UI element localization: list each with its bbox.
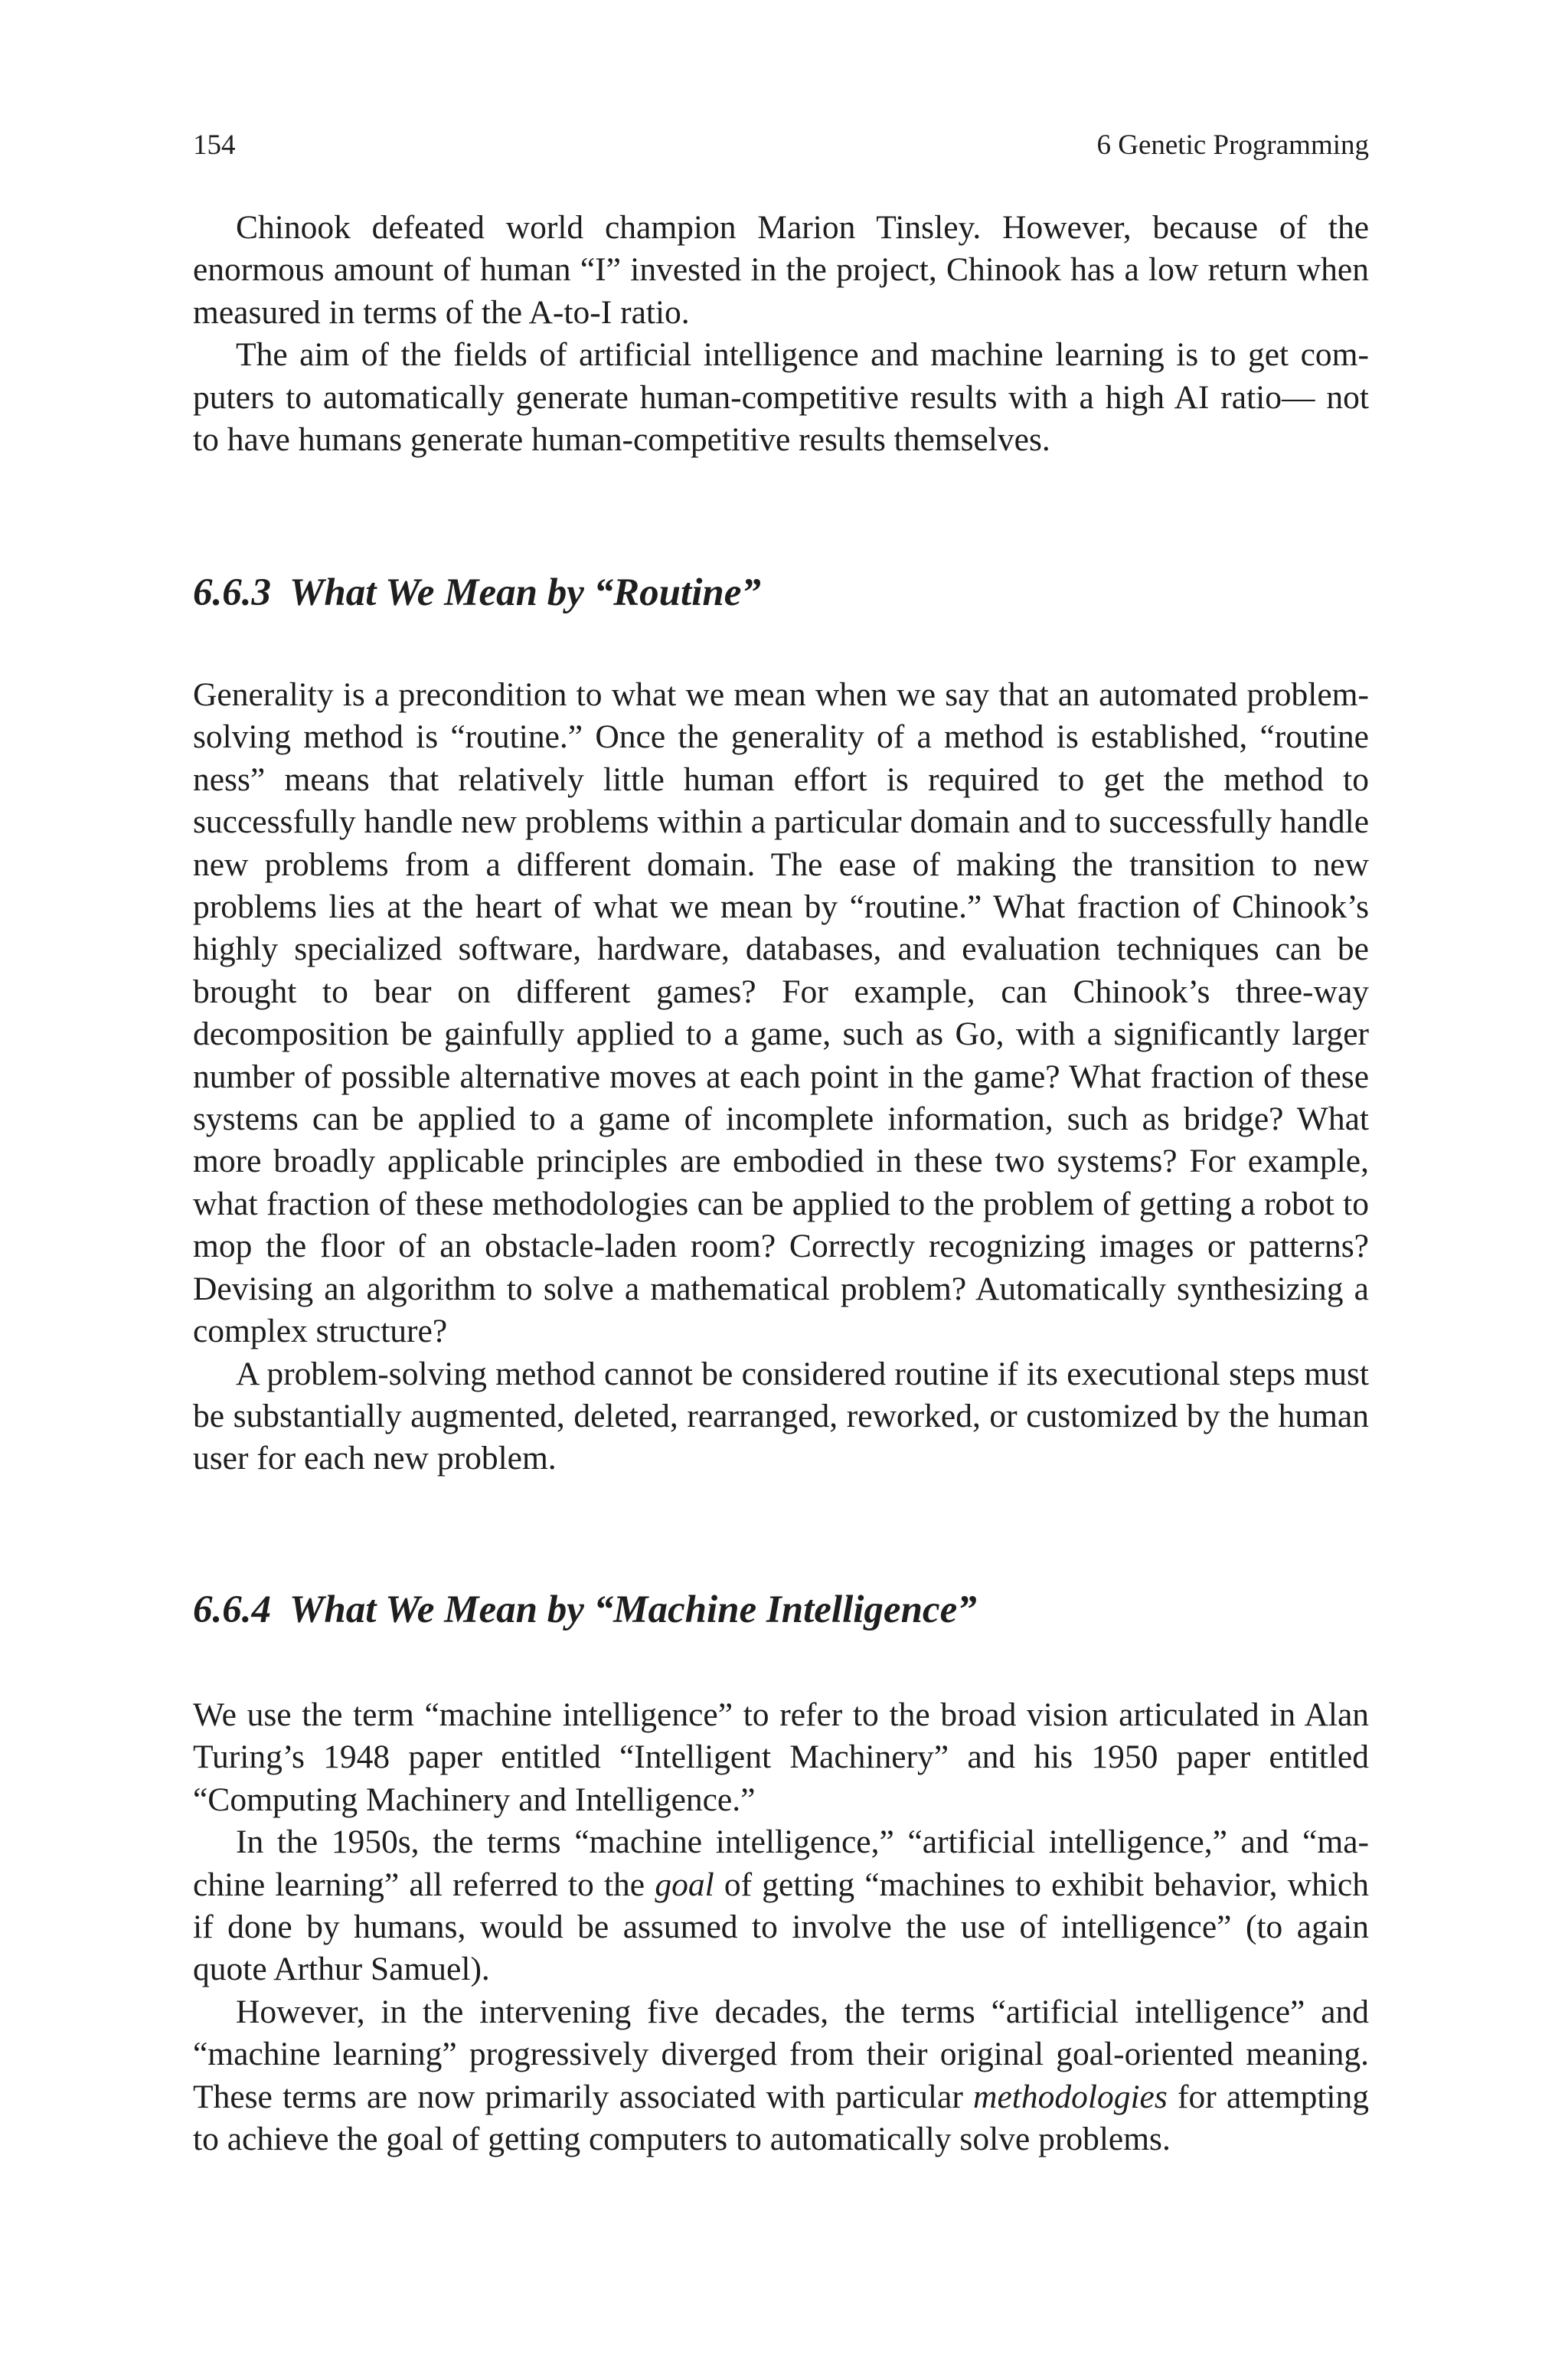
- emphasis-methodologies: methodologies: [973, 2078, 1168, 2115]
- machine-intelligence-paragraph-3: [193, 1991, 1369, 2161]
- intro-paragraph-1: Chinook defeated world champion Marion Tinsley. However, because of the enormous amount of human “I” invested in the project, Chinook has a low return when measured in terms of the A-to-I ratio.: [193, 209, 1369, 331]
- section-6-6-3-body: [193, 674, 1369, 1480]
- section-title-6-6-3: [193, 568, 1369, 617]
- section-number-6-6-4: 6.6.4: [193, 1588, 271, 1631]
- running-head: [193, 123, 1369, 168]
- section-title-6-6-4: [193, 1585, 1369, 1634]
- routine-paragraph-2: A problem-solving method cannot be considered routine if its executional steps must be substantially augmented, deleted, rearranged, reworked, or customized by the human user for each new problem.: [193, 1355, 1369, 1477]
- paragraph-2-text-before: In the 1950s, the terms “machine intelligence,” “artificial intelligence,” and “machine learning” all referred to the: [193, 1823, 1369, 1903]
- section-heading-6-6-3: [193, 568, 1369, 617]
- emphasis-goal: goal: [655, 1866, 714, 1903]
- chapter-title: 6 Genetic Programming: [1096, 129, 1369, 161]
- section-title-text-6-6-3: What We Mean by “Routine”: [289, 571, 761, 614]
- paragraph-3-text-after: for attempting to achieve the goal of getting computers to automatically solve problems.: [193, 2078, 1370, 2158]
- section-title-text-6-6-4: What We Mean by “Machine Intelligence”: [289, 1588, 977, 1631]
- paragraph-3-text-before: However, in the intervening five decades, the terms “artificial intelligence” and “machine learning” progressively diverged from their original goal-oriented meaning. These terms are now primarily associated with particular: [193, 1993, 1369, 2115]
- section-heading-6-6-4: [193, 1585, 1369, 1634]
- machine-intelligence-paragraph-1: We use the term “machine intelligence” to refer to the broad vision articulated in Alan Turing’s 1948 paper entitled “Intelligent Machinery” and his 1950 paper entitled “Computing Machinery and Intelligence.”: [193, 1696, 1369, 1818]
- intro-text: [193, 207, 1369, 461]
- section-6-6-4-body: [193, 1694, 1369, 2160]
- section-number-6-6-3: 6.6.3: [193, 571, 271, 614]
- page-number: 154: [193, 129, 236, 161]
- intro-paragraph-2: The aim of the fields of artificial intelligence and machine learning is to get computers to automatically generate human-competitive results with a high AI ratio— not to have humans generate human-competitive results themselves.: [193, 336, 1369, 459]
- paragraph-2-text-after: of getting “machines to exhibit behavior, which if done by humans, would be assumed to involve the use of intelligence” (to again quote Arthur Samuel).: [193, 1866, 1369, 1988]
- machine-intelligence-paragraph-2: [193, 1821, 1369, 1991]
- routine-paragraph-1: Generality is a precondition to what we mean when we say that an automated problem-solving method is “routine.” Once the generality of a method is established, “routine ness” means that relatively little human effort is required to get the method to successfully handle new problems within a particular domain and to successfully handle new problems from a different domain. The ease of making the transition to new problems lies at the heart of what we mean by “routine.” What fraction of Chinook’s highly specialized software, hardware, databases, and evaluation techniques can be brought to bear on different games? For example, can Chinook’s three-way decomposition be gainfully applied to a game, such as Go, with a significantly larger number of possible alternative moves at each point in the game? What fraction of these systems can be applied to a game of incomplete information, such as bridge? What more broadly applicable principles are embodied in these two systems? For example, what fraction of these methodologies can be applied to the problem of getting a robot to mop the floor of an obstacle-laden room? Correctly recognizing images or patterns? Devising an algorithm to solve a mathematical problem? Automatically synthesizing a complex structure?: [193, 676, 1369, 1350]
